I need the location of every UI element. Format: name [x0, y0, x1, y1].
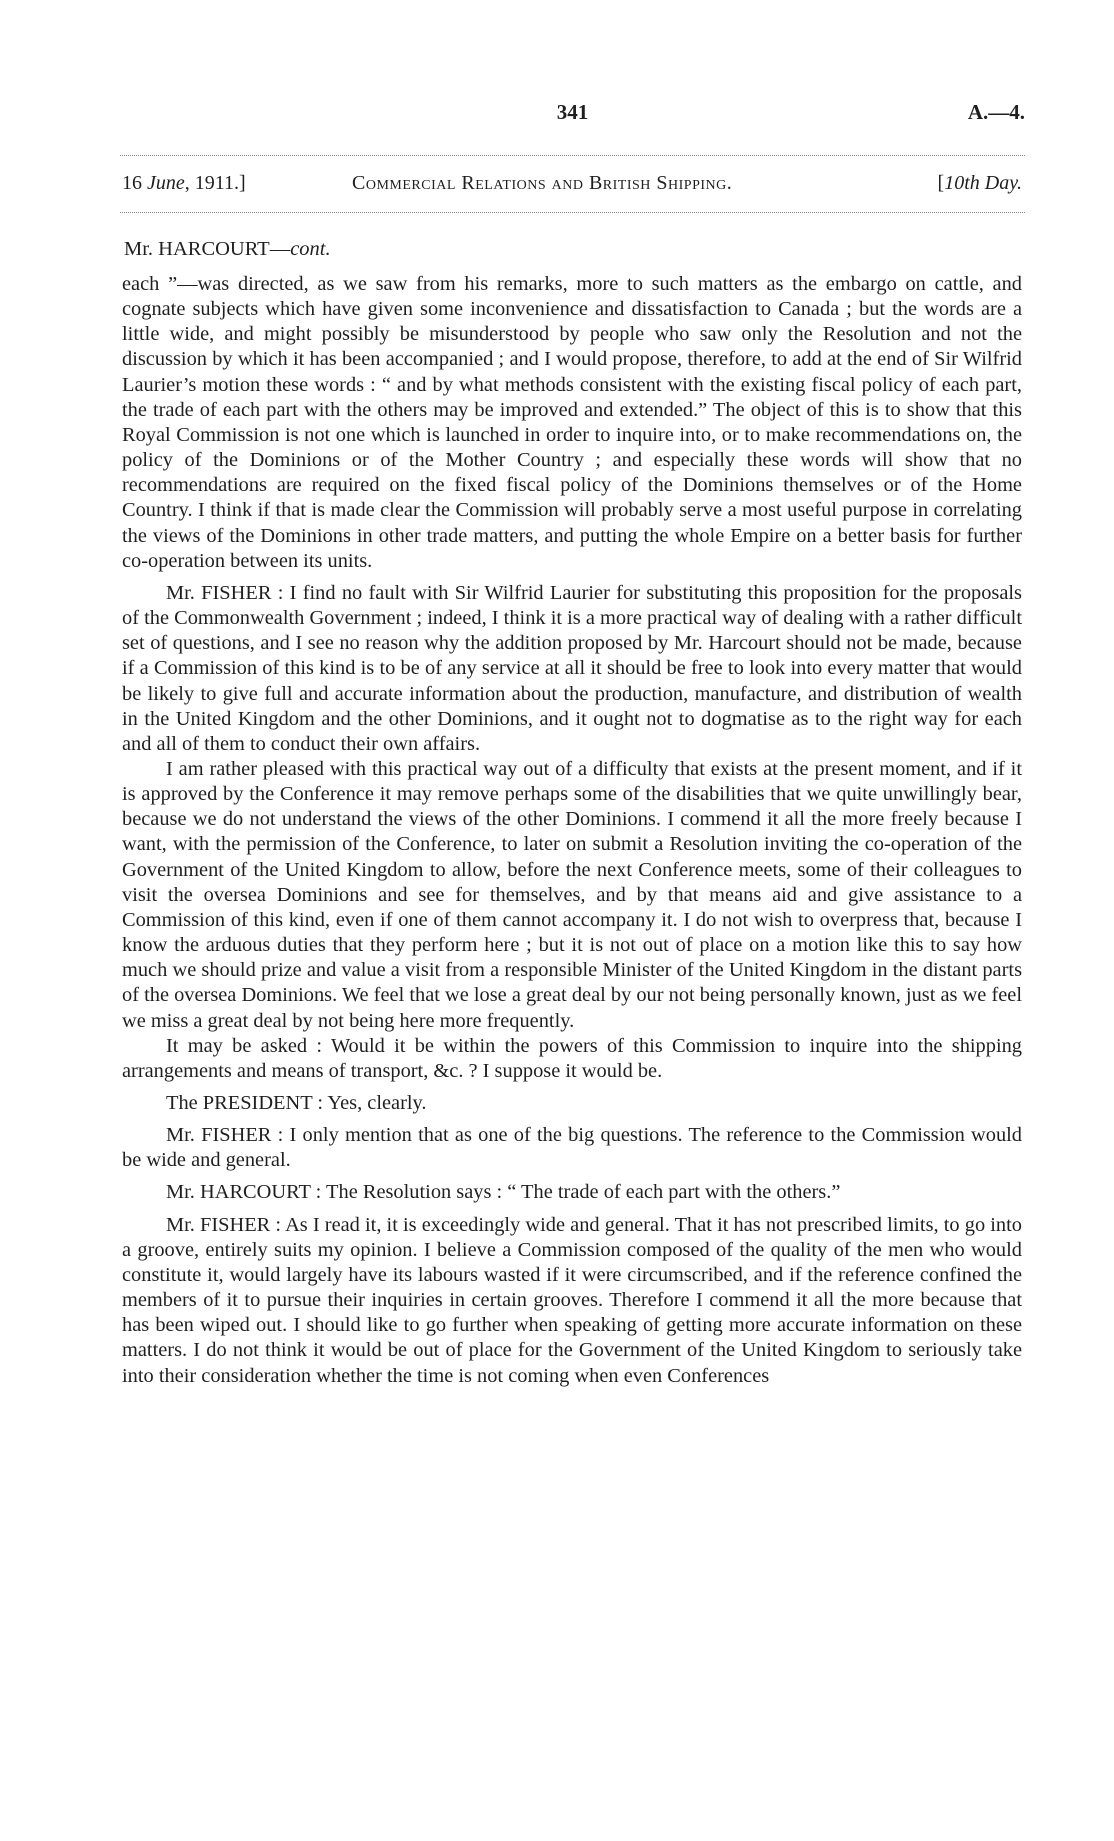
- date-day: 16: [122, 172, 142, 194]
- paragraph-continuation: each ”—was directed, as we saw from his remarks, more to such matters as the embargo on cattle, and cognate subjects which have given some inconvenience and dissatisfaction to Canada ; but the words are a little wide, and might possibly be misunderstood by people who saw only the Resolution and not the discussion by which it has been accompanied ; and I would propose, therefore, to add at the end of Sir Wilfrid Laurier’s motion these words : “ and by what methods consistent with the existing fiscal policy of each part, the trade of each part with the others may be improved and extended.” The object of this is to show that this Royal Commission is not one which is launched in order to inquire into, or to make recommendations on, the policy of the Dominions or of the Mother Country ; and especially these words will show that no recommendations are required on the fixed fiscal policy of the Dominions themselves or of the Home Country. I think if that is made clear the Commission will probably serve a most useful purpose in correlating the views of the Dominions in other trade matters, and putting the whole Empire on a better basis for further co-operation between its units.: [122, 273, 1022, 572]
- running-head-date: [122, 172, 246, 195]
- speaker-cont: cont.: [290, 238, 331, 260]
- header-rule-bottom: [120, 212, 1025, 213]
- running-head-day: [938, 172, 1022, 195]
- header-rule-top: [120, 155, 1025, 156]
- document-reference: A.—4.: [967, 100, 1025, 124]
- date-year: , 1911.]: [184, 172, 246, 194]
- paragraph-fisher-4: Mr. FISHER : I only mention that as one of the big questions. The reference to the Commission would be wide and general.: [122, 1124, 1022, 1172]
- page-number: 341: [556, 100, 589, 124]
- paragraph-president: The PRESIDENT : Yes, clearly.: [166, 1092, 427, 1114]
- page-header: [120, 100, 1025, 130]
- day-bracket: [: [937, 172, 945, 194]
- paragraph-fisher-5: Mr. FISHER : As I read it, it is exceedingly wide and general. That it has not prescribed limits, to go into a groove, entirely suits my opinion. I believe a Commission composed of the quality of the men who would constitute it, would largely have its labours wasted if it were circumscribed, and if the reference confined the members of it to pursue their inquiries in certain grooves. Therefore I commend it all the more because that has been wiped out. I should like to go further when speaking of getting more accurate information on these matters. I do not think it would be out of place for the Government of the United Kingdom to seriously take into their consideration whether the time is not coming when even Conferences: [122, 1213, 1022, 1387]
- date-month: June: [147, 172, 185, 194]
- running-head-title: Commercial Relations and British Shipping.: [352, 172, 733, 194]
- paragraph-fisher-3: It may be asked : Would it be within the powers of this Commission to inquire into the shipping arrangements and means of transport, &c. ? I suppose it would be.: [122, 1034, 1022, 1082]
- speaker-heading: [124, 238, 331, 261]
- day-word: Day.: [984, 172, 1022, 194]
- speaker-name: Mr. HARCOURT—: [124, 238, 291, 260]
- paragraph-fisher-2: I am rather pleased with this practical way out of a difficulty that exists at the present moment, and if it is approved by the Conference it may remove perhaps some of the disabilities that we quite unwillingly bear, because we do not understand the views of the other Dominions. I commend it all the more freely because I want, with the permission of the Conference, to later on submit a Resolution inviting the co-operation of the Government of the United Kingdom to allow, before the next Conference meets, some of their colleagues to visit the oversea Dominions and see for themselves, and by that means aid and give assistance to a Commission of this kind, even if one of them cannot accompany it. I do not wish to overpress that, because I know the arduous duties that they perform here ; but it is not out of place on a motion like this to say how much we should prize and value a visit from a responsible Minister of the United Kingdom in the distant parts of the oversea Dominions. We feel that we lose a great deal by our not being personally known, just as we feel we miss a great deal by not being here more frequently.: [122, 757, 1023, 1032]
- body-text: [122, 272, 1022, 1389]
- paragraph-harcourt: Mr. HARCOURT : The Resolution says : “ The trade of each part with the others.”: [166, 1181, 841, 1204]
- day-number: 10th: [944, 172, 980, 194]
- paragraph-fisher-1: Mr. FISHER : I find no fault with Sir Wilfrid Laurier for substituting this proposition for the proposals of the Commonwealth Government ; indeed, I think it is a more practical way of dealing with a rather difficult set of questions, and I see no reason why the addition proposed by Mr. Harcourt should not be made, because if a Commission of this kind is to be of any service at all it should be free to look into every matter that would be likely to give full and accurate information about the production, manufacture, and distribution of wealth in the United Kingdom and the other Dominions, and it ought not to dogmatise as to the right way for each and all of them to conduct their own affairs.: [122, 581, 1022, 755]
